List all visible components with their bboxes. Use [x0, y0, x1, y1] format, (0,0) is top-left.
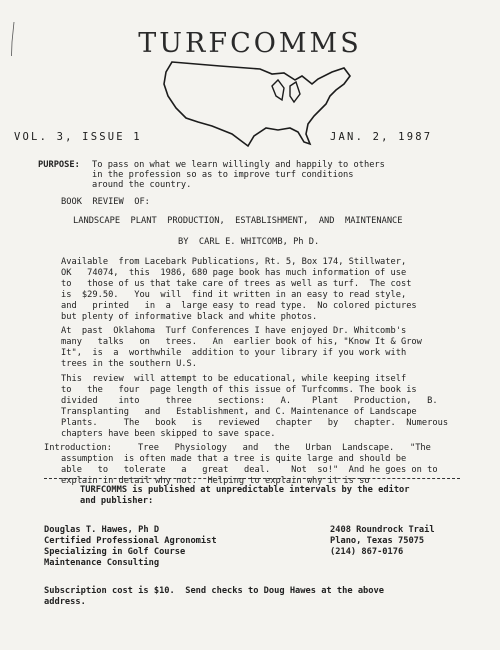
publication-notice: and publisher: — [80, 496, 154, 506]
review-text-line: able to tolerate a great deal. Not so!" And he goes on to — [61, 465, 438, 475]
review-text-line: divided into three sections: A. Plant Production, B. — [61, 396, 438, 406]
editor-name: Douglas T. Hawes, Ph D — [44, 525, 160, 535]
review-text-line: OK 74074, this 1986, 680 page book has much information of use — [61, 268, 407, 278]
subscription-line: Subscription cost is $10. Send checks to Doug Hawes at the above — [44, 586, 384, 596]
newsletter-title: TURFCOMMS — [138, 28, 362, 59]
publication-notice: TURFCOMMS is published at unpredictable intervals by the editor — [80, 485, 410, 495]
review-text-line: explain in detail why not. Helping to explain why it is so — [61, 476, 370, 486]
review-text-line: Plants. The book is reviewed chapter by chapter. Numerous — [61, 418, 449, 428]
review-text-line: to the four page length of this issue of Turfcomms. The book is — [61, 385, 417, 395]
review-text-line: This review will attempt to be educational, while keeping itself — [61, 374, 407, 384]
review-text-line: is $29.50. You will find it written in an easy to read style, — [61, 290, 407, 300]
issue-date: JAN. 2, 1987 — [330, 131, 433, 143]
review-text-line: Tree Physiology and the Urban Landscape. "The — [138, 443, 431, 453]
purpose-line: To pass on what we learn willingly and happily to others — [92, 160, 385, 170]
review-text-line: Available from Lacebark Publications, Rt. 5, Box 174, Stillwater, — [61, 257, 407, 267]
issue-number: VOL. 3, ISSUE 1 — [14, 131, 142, 143]
subscription-line: address. — [44, 597, 86, 607]
review-heading: BOOK REVIEW OF: — [61, 197, 150, 207]
review-text-line: to those of us that take care of trees as well as turf. The cost — [61, 279, 412, 289]
editor-street: 2408 Roundrock Trail — [330, 525, 435, 535]
book-author: BY CARL E. WHITCOMB, Ph D. — [178, 237, 320, 247]
purpose-line: in the profession so as to improve turf conditions — [92, 170, 354, 180]
review-text-line: but plenty of informative black and white photos. — [61, 312, 318, 322]
purpose-line: around the country. — [92, 180, 192, 190]
review-text-line: chapters have been skipped to save space. — [61, 429, 276, 439]
editor-phone: (214) 867-0176 — [330, 547, 404, 557]
editor-credential: Specializing in Golf Course — [44, 547, 186, 557]
review-text-line: It", is a worthwhile addition to your library if you work with — [61, 348, 407, 358]
book-title: LANDSCAPE PLANT PRODUCTION, ESTABLISHMENT, AND MAINTENANCE — [73, 216, 403, 226]
editor-credential: Maintenance Consulting — [44, 558, 160, 568]
introduction-label: Introduction: — [44, 443, 112, 453]
review-text-line: At past Oklahoma Turf Conferences I have enjoyed Dr. Whitcomb's — [61, 326, 407, 336]
dashed-divider — [44, 478, 460, 479]
purpose-label: PURPOSE: — [38, 160, 80, 170]
editor-credential: Certified Professional Agronomist — [44, 536, 217, 546]
review-text-line: and printed in a large easy to read type. No colored pictures — [61, 301, 417, 311]
review-text-line: Transplanting and Establishment, and C. Maintenance of Landscape — [61, 407, 417, 417]
review-text-line: trees in the southern U.S. — [61, 359, 197, 369]
review-text-line: many talks on trees. An earlier book of his, "Know It & Grow — [61, 337, 422, 347]
editor-city: Plano, Texas 75075 — [330, 536, 425, 546]
review-text-line: assumption is often made that a tree is quite large and should be — [61, 454, 407, 464]
